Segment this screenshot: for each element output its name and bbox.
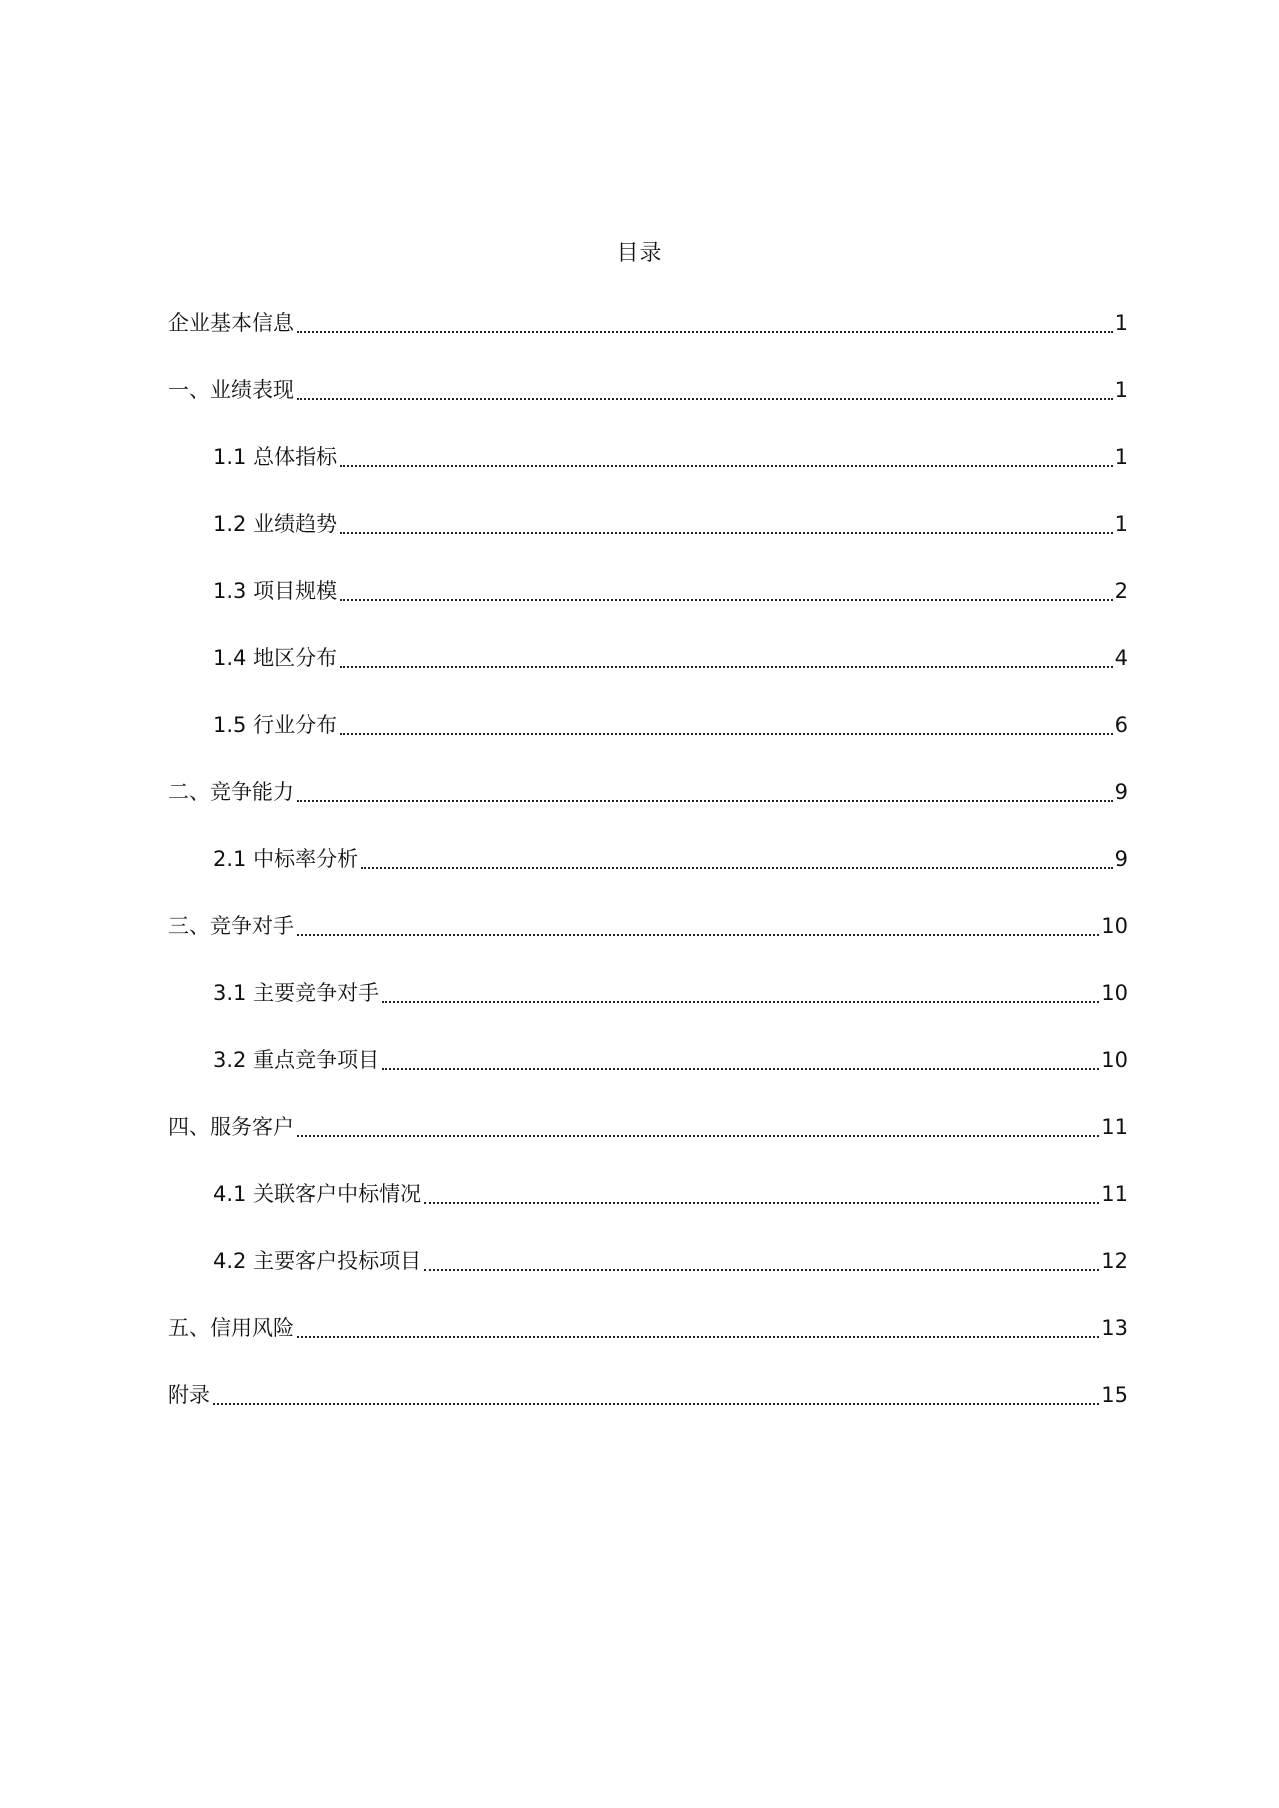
toc-entry-competitors[interactable] (168, 909, 1128, 976)
toc-entry-label: 4.2 主要客户投标项目 (213, 1249, 422, 1273)
dot-leader (297, 1110, 1099, 1137)
dot-leader (340, 641, 1113, 668)
dot-leader (297, 775, 1113, 802)
toc-entry-label: 一、业绩表现 (168, 378, 294, 402)
toc-entry-label: 五、信用风险 (168, 1316, 294, 1340)
dot-leader (340, 507, 1113, 534)
toc-entry-label: 附录 (168, 1383, 210, 1407)
dot-leader (424, 1177, 1099, 1204)
toc-entry-label: 2.1 中标率分析 (213, 847, 359, 871)
toc-entry-label: 1.3 项目规模 (213, 579, 338, 603)
toc-entry-page-number: 2 (1114, 579, 1128, 603)
toc-entry-page-number: 9 (1114, 847, 1128, 871)
toc-entry-label: 3.1 主要竞争对手 (213, 981, 380, 1005)
toc-entry-label: 1.1 总体指标 (213, 445, 338, 469)
toc-entry-page-number: 15 (1101, 1383, 1128, 1407)
toc-entry-page-number: 12 (1101, 1249, 1128, 1273)
toc-entry-label: 3.2 重点竞争项目 (213, 1048, 380, 1072)
toc-entry-label: 1.5 行业分布 (213, 713, 338, 737)
dot-leader (297, 909, 1099, 936)
dot-leader (340, 440, 1113, 467)
dot-leader (213, 1378, 1099, 1405)
toc-entry-company-info[interactable] (168, 306, 1128, 373)
toc-entry-page-number: 11 (1101, 1182, 1128, 1206)
toc-entry-label: 4.1 关联客户中标情况 (213, 1182, 422, 1206)
table-of-contents (168, 306, 1128, 1445)
dot-leader (340, 708, 1113, 735)
toc-entry-page-number: 9 (1114, 780, 1128, 804)
toc-entry-industry-distribution[interactable] (168, 708, 1128, 775)
dot-leader (382, 1043, 1099, 1070)
dot-leader (382, 976, 1099, 1003)
dot-leader (424, 1244, 1099, 1271)
toc-entry-page-number: 6 (1114, 713, 1128, 737)
toc-entry-related-customer-wins[interactable] (168, 1177, 1128, 1244)
toc-entry-label: 1.4 地区分布 (213, 646, 338, 670)
toc-entry-overall-indicators[interactable] (168, 440, 1128, 507)
toc-entry-page-number: 10 (1101, 914, 1128, 938)
toc-entry-customers[interactable] (168, 1110, 1128, 1177)
toc-entry-page-number: 11 (1101, 1115, 1128, 1139)
toc-title: 目录 (616, 241, 663, 266)
toc-entry-main-customer-bids[interactable] (168, 1244, 1128, 1311)
toc-entry-label: 1.2 业绩趋势 (213, 512, 338, 536)
toc-entry-appendix[interactable] (168, 1378, 1128, 1445)
toc-entry-regional-distribution[interactable] (168, 641, 1128, 708)
toc-entry-page-number: 1 (1114, 512, 1128, 536)
dot-leader (297, 1311, 1099, 1338)
toc-entry-label: 四、服务客户 (168, 1115, 294, 1139)
toc-entry-main-competitors[interactable] (168, 976, 1128, 1043)
dot-leader (297, 306, 1113, 333)
toc-entry-project-scale[interactable] (168, 574, 1128, 641)
toc-entry-page-number: 1 (1114, 378, 1128, 402)
toc-entry-label: 企业基本信息 (168, 311, 294, 335)
toc-entry-page-number: 13 (1101, 1316, 1128, 1340)
toc-entry-page-number: 1 (1114, 311, 1128, 335)
toc-entry-credit-risk[interactable] (168, 1311, 1128, 1378)
toc-entry-page-number: 1 (1114, 445, 1128, 469)
dot-leader (340, 574, 1113, 601)
toc-entry-label: 三、竞争对手 (168, 914, 294, 938)
dot-leader (361, 842, 1113, 869)
toc-entry-key-competitive-projects[interactable] (168, 1043, 1128, 1110)
toc-entry-label: 二、竞争能力 (168, 780, 294, 804)
toc-entry-performance-trend[interactable] (168, 507, 1128, 574)
toc-entry-page-number: 10 (1101, 981, 1128, 1005)
toc-entry-page-number: 4 (1114, 646, 1128, 670)
toc-entry-page-number: 10 (1101, 1048, 1128, 1072)
dot-leader (297, 373, 1113, 400)
toc-entry-win-rate-analysis[interactable] (168, 842, 1128, 909)
toc-entry-performance[interactable] (168, 373, 1128, 440)
toc-entry-competitiveness[interactable] (168, 775, 1128, 842)
